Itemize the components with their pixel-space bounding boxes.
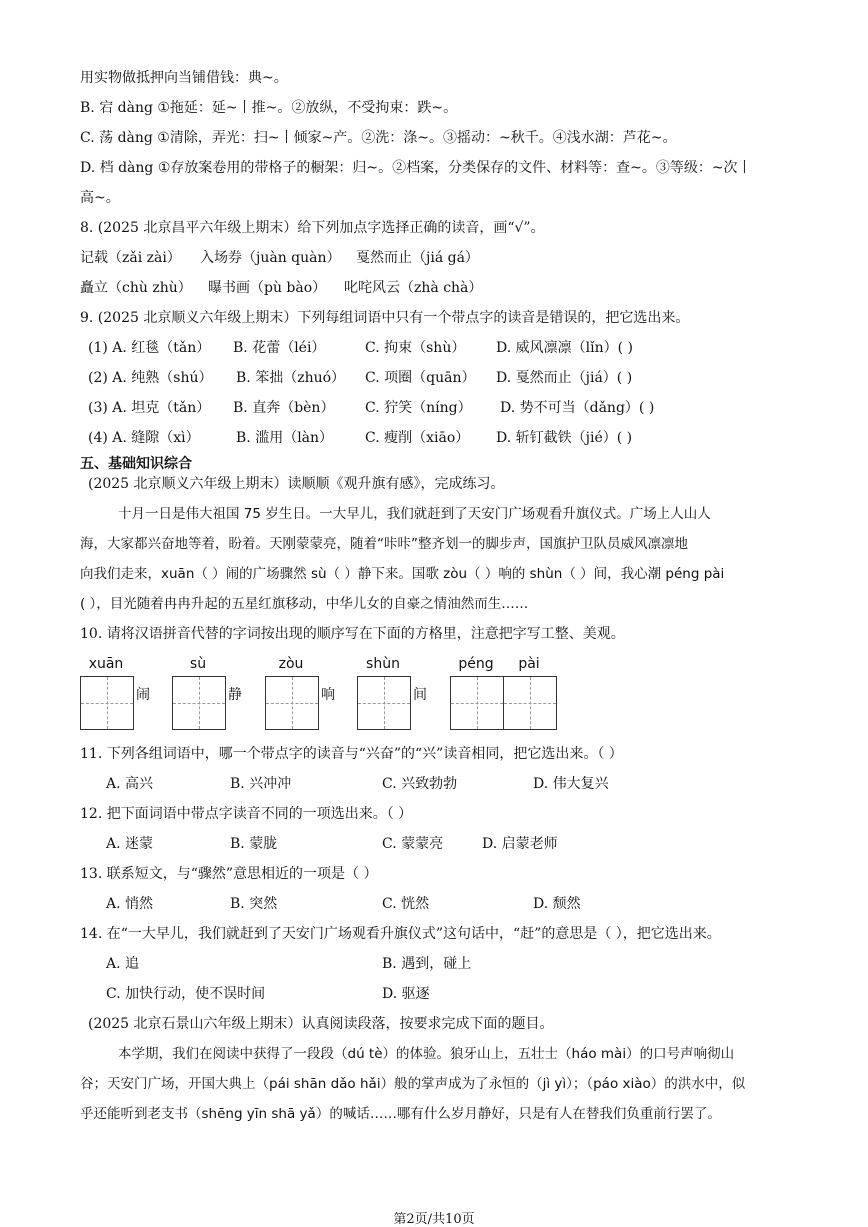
q14-option: B. 遇到，碰上	[382, 956, 472, 972]
q13-option: D. 颓然	[533, 896, 581, 912]
q9-option: B. 直奔（bèn）	[233, 400, 335, 416]
grid-pinyin: zòu	[278, 656, 304, 672]
grid-pinyin: shùn	[366, 656, 400, 672]
writing-box[interactable]	[503, 676, 557, 730]
writing-box[interactable]	[80, 676, 134, 730]
q12-option: B. 蒙胧	[230, 836, 278, 852]
q9-option: (2) A. 纯熟（shú）	[88, 370, 213, 386]
q9-option: B. 笨拙（zhuó）	[236, 370, 346, 386]
grid-pinyin: péng	[458, 656, 494, 672]
passage-line: 向我们走来，xuān（ ）闹的广场骤然 sù（ ）静下来。国歌 zòu（ ）响的 shùn（ ）间，我心潮 péng pài	[80, 566, 725, 582]
grid-pinyin: xuān	[88, 656, 124, 672]
q11-option: B. 兴冲冲	[230, 776, 292, 792]
q13-option: B. 突然	[230, 896, 278, 912]
q8-item: 入场券（juàn quàn）	[200, 250, 341, 266]
q9-option: (1) A. 红毯（tǎn）	[88, 340, 211, 356]
grid-suffix: 静	[228, 687, 242, 703]
q9-option: C. 狞笑（níng）	[365, 400, 472, 416]
q14-option: D. 驱逐	[382, 986, 430, 1002]
q12-option: D. 启蒙老师	[482, 836, 558, 852]
q11-option: C. 兴致勃勃	[382, 776, 458, 792]
q9-option: D. 戛然而止（jiá）( )	[496, 370, 633, 386]
text-line: 用实物做抵押向当铺借钱：典~。	[80, 70, 288, 86]
q9-option: B. 滥用（làn）	[236, 430, 334, 446]
passage-line: 谷；天安门广场，开国大典上（pái shān dǎo hǎi）般的掌声成为了永恒的（jì yì）；（páo xiào）的洪水中，似	[80, 1076, 746, 1092]
q12-option: A. 迷蒙	[106, 836, 154, 852]
question-10: 10. 请将汉语拼音代替的字词按出现的顺序写在下面的方格里，注意把字写工整、美观。	[80, 626, 625, 642]
question-14: 14. 在“一大早儿，我们就赶到了天安门广场观看升旗仪式”这句话中，“赶”的意思是（ ），把它选出来。	[80, 926, 721, 942]
q13-option: A. 悄然	[106, 896, 154, 912]
q8-item: 叱咤风云（zhà chà）	[344, 280, 483, 296]
q8-item: 矗立（chù zhù）	[80, 280, 192, 296]
q14-option: C. 加快行动，使不误时间	[106, 986, 266, 1002]
q9-option: C. 瘦削（xiāo）	[365, 430, 470, 446]
page-footer: 第2页/共10页	[393, 1212, 475, 1227]
writing-box[interactable]	[450, 676, 504, 730]
section-heading: 五、基础知识综合	[80, 456, 192, 472]
question-11: 11. 下列各组词语中，哪一个带点字的读音与“兴奋”的“兴”读音相同，把它选出来。（ ）	[80, 746, 623, 762]
q9-option: (4) A. 缝隙（xì）	[88, 430, 200, 446]
q13-option: C. 恍然	[382, 896, 430, 912]
question-13: 13. 联系短文，与“骤然”意思相近的一项是（ ）	[80, 866, 378, 882]
q8-item: 戛然而止（jiá gá）	[356, 250, 479, 266]
question-12: 12. 把下面词语中带点字读音不同的一项选出来。（ ）	[80, 806, 413, 822]
text-line: B. 宕 dàng ①拖延：延~丨推~。②放纵，不受拘束：跌~。	[80, 100, 458, 116]
q8-item: 记载（zǎi zài）	[80, 250, 181, 266]
q8-item: 曝书画（pù bào）	[208, 280, 327, 296]
passage-line: ( ），目光随着冉冉升起的五星红旗移动，中华儿女的自豪之情油然而生……	[80, 596, 529, 612]
q12-option: C. 蒙蒙亮	[382, 836, 444, 852]
passage-line: 海，大家都兴奋地等着，盼着。天刚蒙蒙亮，随着“咔咔”整齐划一的脚步声，国旗护卫队员威风凛凛地	[80, 536, 688, 552]
question-8: 8. (2025 北京昌平六年级上期末）给下列加点字选择正确的读音，画“√”。	[80, 220, 545, 236]
writing-box[interactable]	[265, 676, 319, 730]
grid-suffix: 闹	[136, 687, 150, 703]
writing-box[interactable]	[172, 676, 226, 730]
text-line: 高~。	[80, 190, 120, 206]
grid-suffix: 响	[321, 687, 335, 703]
question-9: 9. (2025 北京顺义六年级上期末）下列每组词语中只有一个带点字的读音是错误的，把它选出来。	[80, 310, 690, 326]
q9-option: B. 花蕾（léi）	[233, 340, 326, 356]
source-line: (2025 北京石景山六年级上期末）认真阅读段落，按要求完成下面的题目。	[88, 1016, 554, 1032]
grid-pinyin: sù	[189, 656, 207, 672]
q9-option: C. 项圈（quān）	[365, 370, 476, 386]
source-line: (2025 北京顺义六年级上期末）读顺顺《观升旗有感》，完成练习。	[88, 476, 505, 492]
passage-line: 乎还能听到老支书（shēng yīn shā yǎ）的喊话……哪有什么岁月静好，只是有人在替我们负重前行罢了。	[80, 1106, 721, 1122]
text-line: C. 荡 dàng ①清除，弄光：扫~丨倾家~产。②洗：涤~。③摇动：~秋千。④浅水湖：芦花~。	[80, 130, 677, 146]
q9-option: (3) A. 坦克（tǎn）	[88, 400, 211, 416]
passage-line: 本学期，我们在阅读中获得了一段段（dú tè）的体验。狼牙山上，五壮士（háo mài）的口号声响彻山	[118, 1046, 735, 1062]
q11-option: D. 伟大复兴	[533, 776, 609, 792]
q14-option: A. 追	[106, 956, 140, 972]
grid-suffix: 间	[413, 687, 427, 703]
writing-box[interactable]	[357, 676, 411, 730]
q9-option: D. 势不可当（dǎng）( )	[500, 400, 655, 416]
passage-line: 十月一日是伟大祖国 75 岁生日。一大早儿，我们就赶到了天安门广场观看升旗仪式。广场上人山人	[118, 506, 711, 522]
grid-pinyin: pài	[518, 656, 540, 672]
q11-option: A. 高兴	[106, 776, 154, 792]
q9-option: C. 拘束（shù）	[365, 340, 466, 356]
text-line: D. 档 dàng ①存放案卷用的带格子的橱架：归~。②档案，分类保存的文件、材料等：查~。③等级：~次丨	[80, 160, 752, 176]
q9-option: D. 威风凛凛（lǐn）( )	[496, 340, 633, 356]
q9-option: D. 斩钉截铁（jié）( )	[496, 430, 633, 446]
